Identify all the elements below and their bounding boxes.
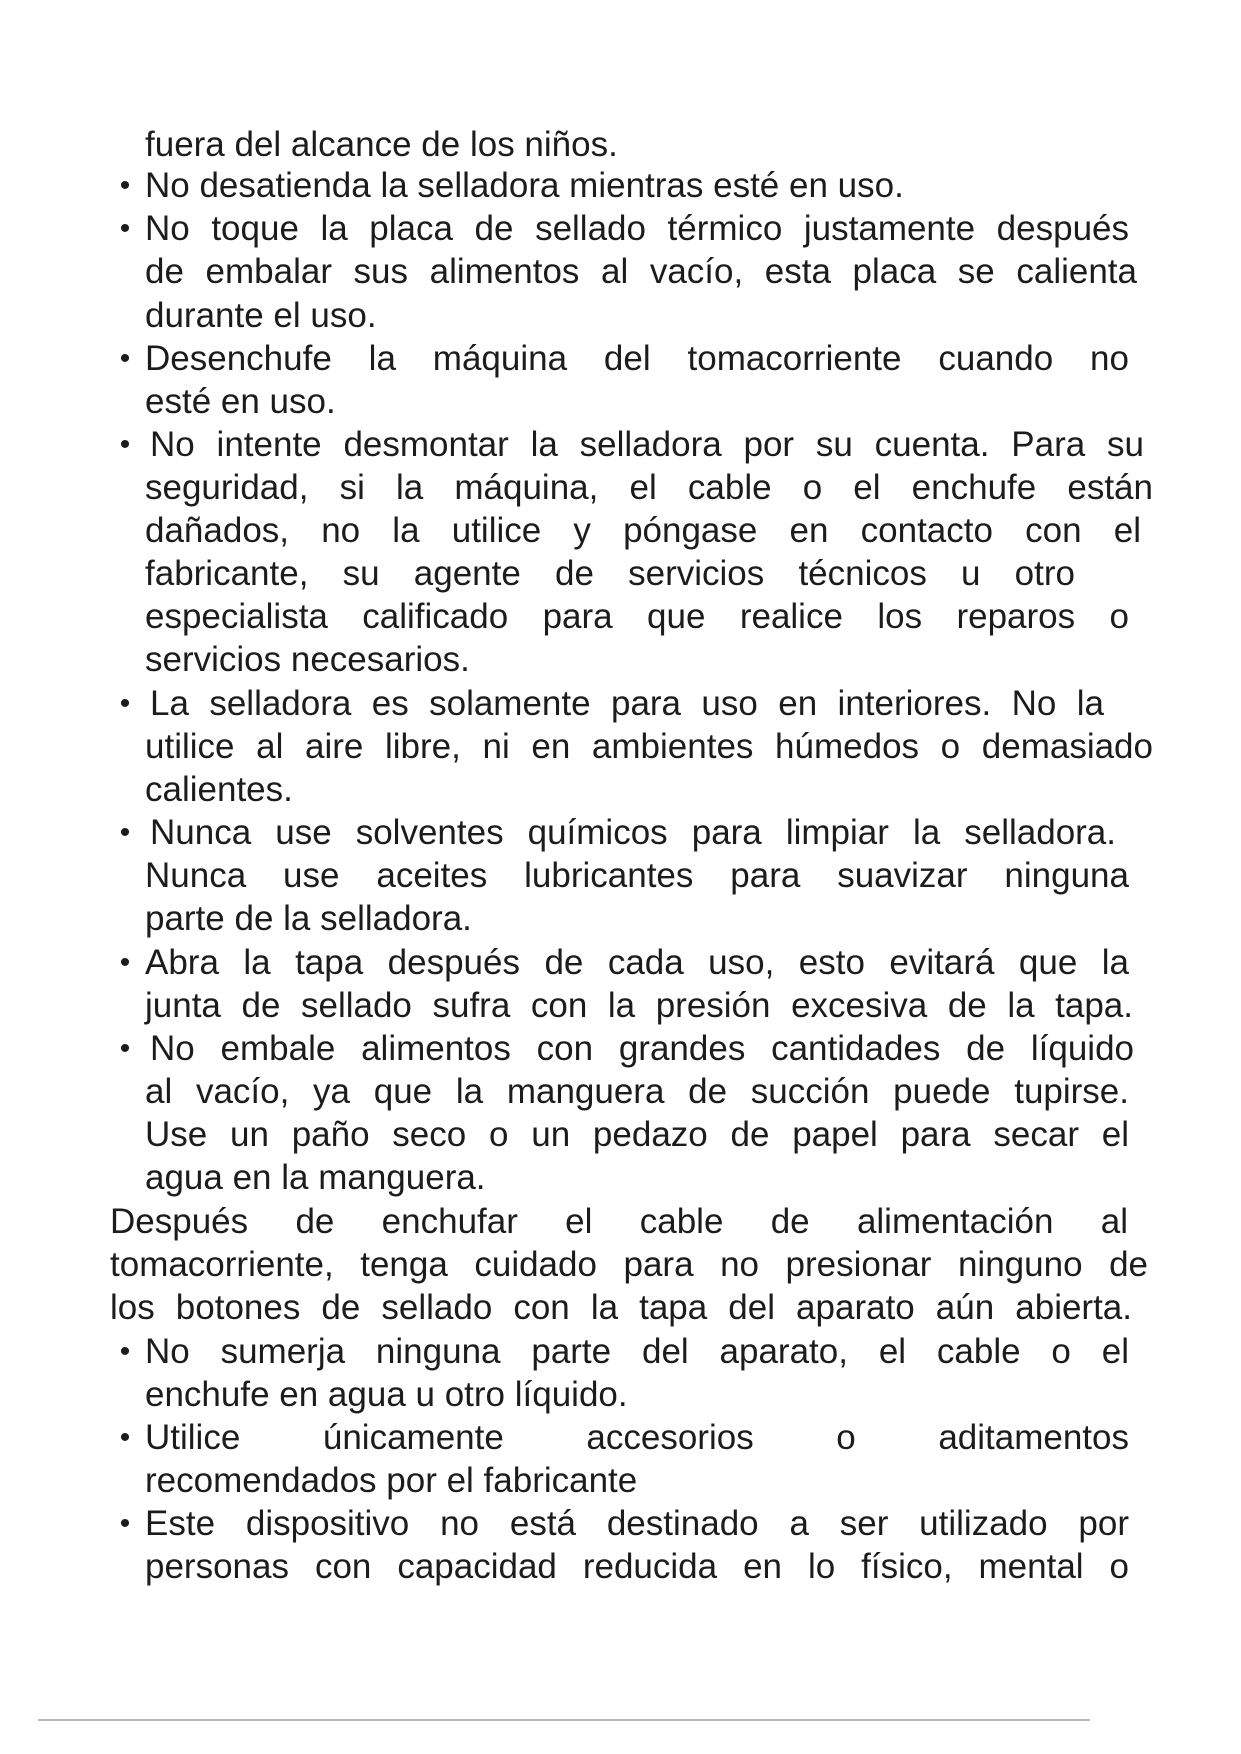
text-line: al vacío, ya que la manguera de succión puede tupirse. xyxy=(145,1072,1129,1111)
text-line: Utilice únicamente accesorios o aditamentos xyxy=(145,1418,1129,1457)
text-line: Abra la tapa después de cada uso, esto evitará que la xyxy=(145,943,1129,982)
text-line: utilice al aire libre, ni en ambientes húmedos o demasiado xyxy=(145,727,1153,766)
text-line: recomendados por el fabricante xyxy=(145,1461,638,1500)
text-line: durante el uso. xyxy=(145,296,377,335)
bullet-icon: • xyxy=(119,816,131,849)
text-line: fabricante, su agente de servicios técnicos u otro xyxy=(145,554,1075,593)
text-line: No embale alimentos con grandes cantidades de líquido xyxy=(150,1029,1134,1068)
text-line: La selladora es solamente para uso en interiores. No la xyxy=(150,684,1104,723)
bullet-icon: • xyxy=(119,687,131,720)
text-line: seguridad, si la máquina, el cable o el enchufe están xyxy=(145,468,1153,507)
text-line: especialista calificado para que realice los reparos o xyxy=(145,597,1129,636)
text-line: personas con capacidad reducida en lo físico, mental o xyxy=(145,1547,1129,1586)
text-line: calientes. xyxy=(145,770,293,809)
bullet-icon: • xyxy=(119,428,131,461)
text-line: parte de la selladora. xyxy=(145,899,472,938)
text-line: agua en la manguera. xyxy=(145,1158,486,1197)
text-line: junta de sellado sufra con la presión excesiva de la tapa. xyxy=(145,986,1133,1025)
bullet-icon: • xyxy=(119,169,131,202)
paragraph-line: tomacorriente, tenga cuidado para no presionar ninguno de xyxy=(110,1245,1148,1284)
text-line: Use un paño seco o un pedazo de papel para secar el xyxy=(145,1115,1129,1154)
footer-divider xyxy=(38,1719,1090,1721)
text-line: Nunca use aceites lubricantes para suavizar ninguna xyxy=(145,856,1129,895)
text-line: fuera del alcance de los niños. xyxy=(145,125,618,164)
bullet-icon: • xyxy=(119,946,131,979)
text-line: enchufe en agua u otro líquido. xyxy=(145,1375,628,1414)
bullet-icon: • xyxy=(119,212,131,245)
paragraph-line: Después de enchufar el cable de alimentación al xyxy=(110,1202,1128,1241)
text-line: de embalar sus alimentos al vacío, esta placa se calienta xyxy=(145,252,1137,291)
text-line: esté en uso. xyxy=(145,382,336,421)
text-line: No toque la placa de sellado térmico justamente después xyxy=(145,209,1129,248)
text-line: Desenchufe la máquina del tomacorriente cuando no xyxy=(145,339,1129,378)
text-line: dañados, no la utilice y póngase en contacto con el xyxy=(145,511,1141,550)
bullet-icon: • xyxy=(119,1507,131,1540)
text-line: No intente desmontar la selladora por su cuenta. Para su xyxy=(150,425,1144,464)
bullet-icon: • xyxy=(119,342,131,375)
bullet-icon: • xyxy=(119,1421,131,1454)
paragraph-line: los botones de sellado con la tapa del aparato aún abierta. xyxy=(110,1288,1132,1327)
text-line: No desatienda la selladora mientras esté en uso. xyxy=(145,166,904,205)
text-line: No sumerja ninguna parte del aparato, el cable o el xyxy=(145,1332,1129,1371)
text-line: Este dispositivo no está destinado a ser utilizado por xyxy=(145,1504,1129,1543)
bullet-icon: • xyxy=(119,1335,131,1368)
text-line: servicios necesarios. xyxy=(145,640,470,679)
text-line: Nunca use solventes químicos para limpiar la selladora. xyxy=(150,813,1116,852)
bullet-icon: • xyxy=(119,1032,131,1065)
